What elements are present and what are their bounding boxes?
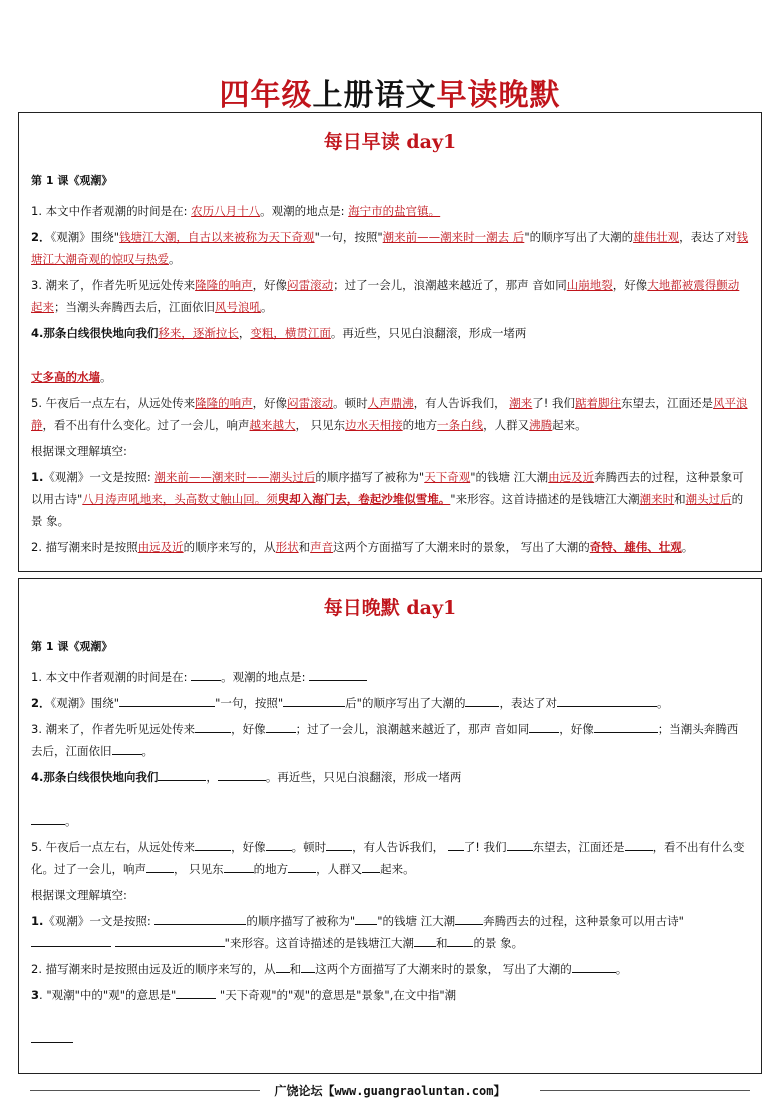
- blank[interactable]: [224, 859, 254, 873]
- blank[interactable]: [326, 837, 352, 851]
- blank[interactable]: [465, 693, 499, 707]
- morning-heading: 每日早读 day1: [323, 131, 457, 153]
- blank[interactable]: [625, 837, 653, 851]
- question-3: 3. 潮来了，作者先听见远处传来隆隆的响声，好像闷雷滚动；过了一会儿，浪潮越来越近了，那声 音如同山崩地裂，好像大地都被震得颤动起来；当潮头奔腾西去后，江面依旧风号浪吼。: [31, 278, 740, 314]
- morning-reading-section: [18, 112, 762, 572]
- blank[interactable]: [31, 1029, 73, 1043]
- question-2: 2．《观潮》围绕" "一句，按照" 后"的顺序写出了大潮的 ，表达了对 。: [31, 692, 749, 714]
- blank[interactable]: [557, 693, 657, 707]
- blank[interactable]: [455, 911, 483, 925]
- blank[interactable]: [31, 933, 111, 947]
- question-3: 3. 潮来了，作者先听见远处传来 ，好像 ；过了一会儿，浪潮越来越近了，那声 音如同 ，好像 ；当潮头奔腾西去后，江面依旧 。: [31, 718, 749, 762]
- footer-text: 广饶论坛【www.guangraoluntan.com】: [274, 1084, 506, 1098]
- question-1: 1. 本文中作者观潮的时间是在: 农历八月十八。观潮的地点是: 海宁市的盐官镇。: [31, 204, 441, 218]
- blank[interactable]: [355, 911, 377, 925]
- lesson-title: 第 1 课《观潮》: [31, 640, 113, 653]
- blank[interactable]: [309, 667, 367, 681]
- fill-question-3: 3. "观潮"中的"观"的意思是" "天下奇观"的"观"的意思是"景象",在文中指"潮: [31, 984, 749, 1050]
- blank[interactable]: [146, 859, 174, 873]
- footer: [0, 1080, 780, 1102]
- blank[interactable]: [572, 959, 616, 973]
- fill-question-1: 1.《观潮》一文是按照: 的顺序描写了被称为" "的钱塘 江大潮 奔腾西去的过程，这种景象可以用古诗" "来形容。这首诗描述的是钱塘江大潮 和 的景 象。: [31, 910, 749, 954]
- blank[interactable]: [31, 811, 65, 825]
- blank[interactable]: [266, 719, 296, 733]
- fill-question-1: 1.《观潮》一文是按照: 潮来前——潮来时——潮头过后的顺序描写了被称为"天下奇观"的钱塘 江大潮由远及近奔腾西去的过程，这种景象可以用古诗"八月涛声吼地来，头高数丈触山回。须臾却入海门去，卷起沙堆似雪堆。"来形容。这首诗描述的是钱塘江大潮潮来时和潮头过后的景 象。: [31, 470, 744, 528]
- blank[interactable]: [195, 837, 231, 851]
- blank[interactable]: [288, 859, 316, 873]
- fill-question-2: 2. 描写潮来时是按照由远及近的顺序来写的，从 和 这两个方面描写了大潮来时的景象， 写出了大潮的 。: [31, 958, 749, 980]
- lesson-title: 第 1 课《观潮》: [31, 174, 113, 187]
- blank[interactable]: [362, 859, 380, 873]
- blank[interactable]: [529, 719, 559, 733]
- blank[interactable]: [283, 693, 345, 707]
- evening-dictation-section: [18, 578, 762, 1074]
- question-1: 1. 本文中作者观潮的时间是在: 。观潮的地点是:: [31, 666, 749, 688]
- blank[interactable]: [507, 837, 533, 851]
- fill-heading: 根据课文理解填空:: [31, 444, 127, 458]
- blank[interactable]: [448, 837, 464, 851]
- blank[interactable]: [218, 767, 266, 781]
- blank[interactable]: [158, 767, 206, 781]
- question-2: 2．《观潮》围绕"钱塘江大潮，自古以来被称为天下奇观"一句，按照"潮来前——潮来时一潮去 后"的顺序写出了大潮的雄伟壮观，表达了对钱塘江大潮奇观的惊叹与热爱。: [31, 230, 749, 266]
- blank[interactable]: [154, 911, 246, 925]
- blank[interactable]: [594, 719, 658, 733]
- blank[interactable]: [176, 985, 216, 999]
- blank[interactable]: [115, 933, 225, 947]
- page-title: 四年级上册语文早读晚默: [219, 78, 561, 113]
- question-4: 4.那条白线很快地向我们 ， 。再近些，只见白浪翻滚，形成一堵两 。: [31, 766, 749, 832]
- blank[interactable]: [119, 693, 215, 707]
- blank[interactable]: [191, 667, 221, 681]
- fill-heading: 根据课文理解填空:: [31, 888, 127, 902]
- blank[interactable]: [195, 719, 231, 733]
- blank[interactable]: [266, 837, 292, 851]
- fill-question-2: 2. 描写潮来时是按照由远及近的顺序来写的，从形状和声音这两个方面描写了大潮来时的景象， 写出了大潮的奇特、雄伟、壮观。: [31, 540, 694, 554]
- blank[interactable]: [276, 959, 290, 973]
- question-5: 5. 午夜后一点左右，从远处传来隆隆的响声，好像闷雷滚动。顿时人声鼎沸，有人告诉我们， 潮来了! 我们踮着脚往东望去，江面还是风平浪静，看不出有什么变化。过了一会儿，响声越来越大， 只见东边水天相接的地方一条白线，人群又沸腾起来。: [31, 396, 748, 432]
- question-4: 4.那条白线很快地向我们移来，逐渐拉长，变粗，横贯江面。再近些，只见白浪翻滚，形成一堵两 丈多高的水墙。: [31, 326, 527, 384]
- evening-heading: 每日晚默 day1: [323, 597, 457, 619]
- blank[interactable]: [112, 741, 142, 755]
- question-5: 5. 午夜后一点左右，从远处传来 ，好像 。顿时 ，有人告诉我们， 了! 我们 东望去，江面还是 ，看不出有什么变化。过了一会儿，响声 ， 只见东 的地方 ，人群又 起来。: [31, 836, 749, 880]
- blank[interactable]: [414, 933, 436, 947]
- blank[interactable]: [301, 959, 315, 973]
- blank[interactable]: [447, 933, 473, 947]
